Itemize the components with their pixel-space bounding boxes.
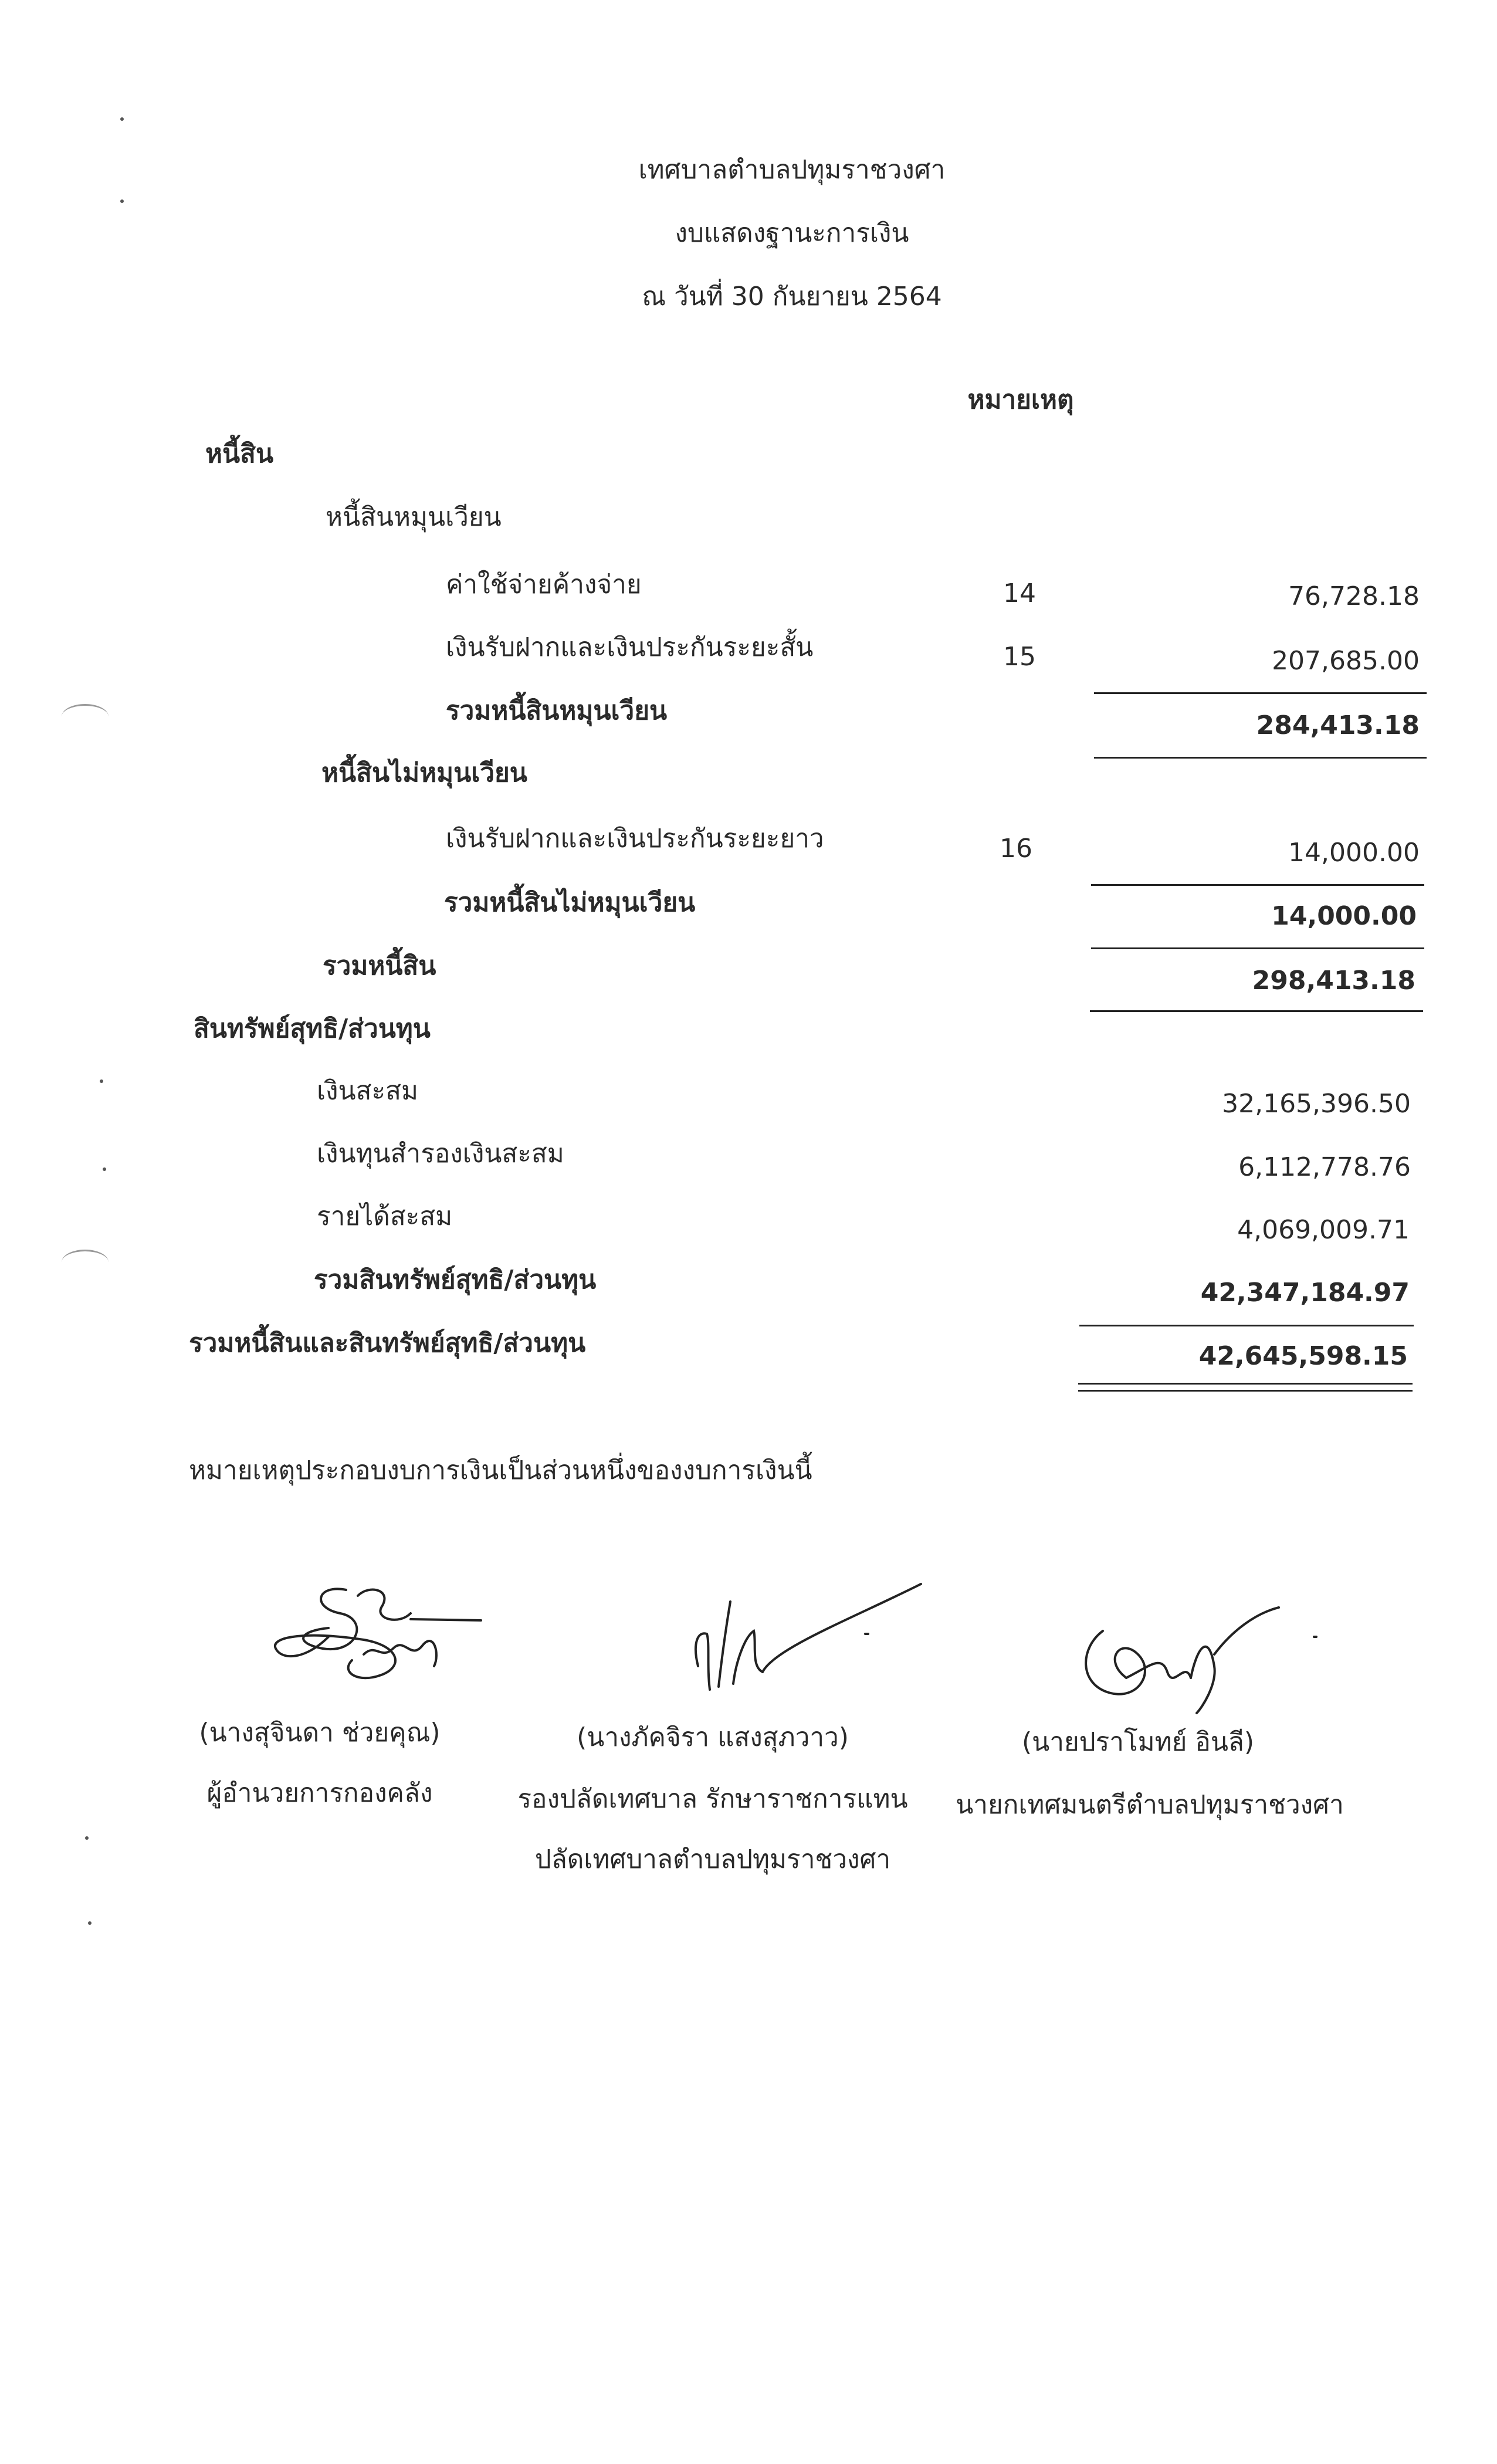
binder-hole-arc (62, 1250, 109, 1275)
grand-total-double-rule (1078, 1390, 1413, 1392)
total-equity-amount: 42,347,184.97 (1200, 1278, 1410, 1308)
section-heading-equity: สินทรัพย์สุทธิ/ส่วนทุน (194, 1014, 431, 1044)
line-item-label: ค่าใช้จ่ายค้างจ่าย (446, 570, 642, 600)
line-item-label: เงินรับฝากและเงินประกันระยะสั้น (446, 632, 814, 662)
scan-speck (120, 117, 124, 121)
subtotal-amount-noncurrent: 14,000.00 (1271, 901, 1417, 931)
subtotal-rule (1091, 947, 1424, 949)
line-item-label: เงินสะสม (317, 1076, 418, 1106)
grand-total-double-rule (1078, 1383, 1413, 1385)
subsection-heading-current: หนี้สินหมุนเวียน (326, 502, 502, 532)
line-item-label: รายได้สะสม (317, 1201, 453, 1231)
section-heading-liabilities: หนี้สิน (205, 439, 274, 469)
line-item-note: 15 (1003, 642, 1036, 672)
signatory-name: (นายปราโมทย์ อินลี) (1021, 1727, 1255, 1757)
subtotal-rule (1090, 1010, 1423, 1012)
footnote: หมายเหตุประกอบงบการเงินเป็นส่วนหนึ่งของงบการเงินนี้ (189, 1456, 812, 1485)
subtotal-label-current: รวมหนี้สินหมุนเวียน (446, 696, 668, 726)
binder-hole-arc (62, 704, 109, 729)
line-item-amount: 207,685.00 (1272, 646, 1420, 676)
line-item-amount: 6,112,778.76 (1238, 1152, 1411, 1182)
statement-title: งบแสดงฐานะการเงิน (675, 218, 909, 248)
scan-speck (88, 1921, 92, 1925)
subtotal-label-noncurrent: รวมหนี้สินไม่หมุนเวียน (444, 888, 696, 918)
note-column-header: หมายเหตุ (967, 385, 1074, 415)
line-item-amount: 76,728.18 (1288, 581, 1420, 611)
signatory-title: ผู้อำนวยการกองคลัง (206, 1778, 433, 1808)
scan-speck (120, 199, 124, 203)
line-item-amount: 32,165,396.50 (1222, 1089, 1411, 1119)
line-item-label: เงินทุนสำรองเงินสะสม (317, 1139, 564, 1169)
line-item-label: เงินรับฝากและเงินประกันระยะยาว (446, 824, 824, 854)
total-liabilities-label: รวมหนี้สิน (323, 951, 436, 981)
line-item-note: 14 (1003, 578, 1036, 608)
signatory-title-line2: ปลัดเทศบาลตำบลปทุมราชวงศา (534, 1844, 891, 1874)
signatory-name: (นางภัคจิรา แสงสุภวาว) (577, 1722, 849, 1752)
signatory-title: รองปลัดเทศบาล รักษาราชการแทน (517, 1784, 908, 1814)
grand-total-amount: 42,645,598.15 (1198, 1341, 1408, 1371)
signature-2 (675, 1578, 933, 1707)
subtotal-amount-current: 284,413.18 (1256, 710, 1420, 740)
scan-speck (103, 1167, 106, 1171)
grand-total-label: รวมหนี้สินและสินทรัพย์สุทธิ/ส่วนทุน (189, 1328, 586, 1358)
total-liabilities-amount: 298,413.18 (1252, 966, 1415, 996)
subtotal-rule (1079, 1325, 1414, 1326)
subtotal-rule (1094, 757, 1427, 759)
signatory-title: นายกเทศมนตรีตำบลปทุมราชวงศา (956, 1790, 1344, 1820)
statement-date: ณ วันที่ 30 กันยายน 2564 (642, 282, 942, 312)
subtotal-rule (1094, 692, 1427, 694)
signatory-name: (นางสุจินดา ช่วยคุณ) (199, 1718, 441, 1748)
organization-name: เทศบาลตำบลปทุมราชวงศา (638, 155, 946, 185)
signature-3 (1068, 1596, 1314, 1725)
signature-1 (258, 1572, 493, 1707)
scan-speck (85, 1836, 89, 1840)
scan-speck (100, 1079, 103, 1083)
subsection-heading-noncurrent: หนี้สินไม่หมุนเวียน (321, 758, 527, 788)
line-item-amount: 14,000.00 (1288, 838, 1420, 868)
total-equity-label: รวมสินทรัพย์สุทธิ/ส่วนทุน (314, 1265, 597, 1295)
subtotal-rule (1091, 884, 1424, 886)
line-item-note: 16 (1000, 834, 1032, 864)
line-item-amount: 4,069,009.71 (1237, 1215, 1410, 1245)
